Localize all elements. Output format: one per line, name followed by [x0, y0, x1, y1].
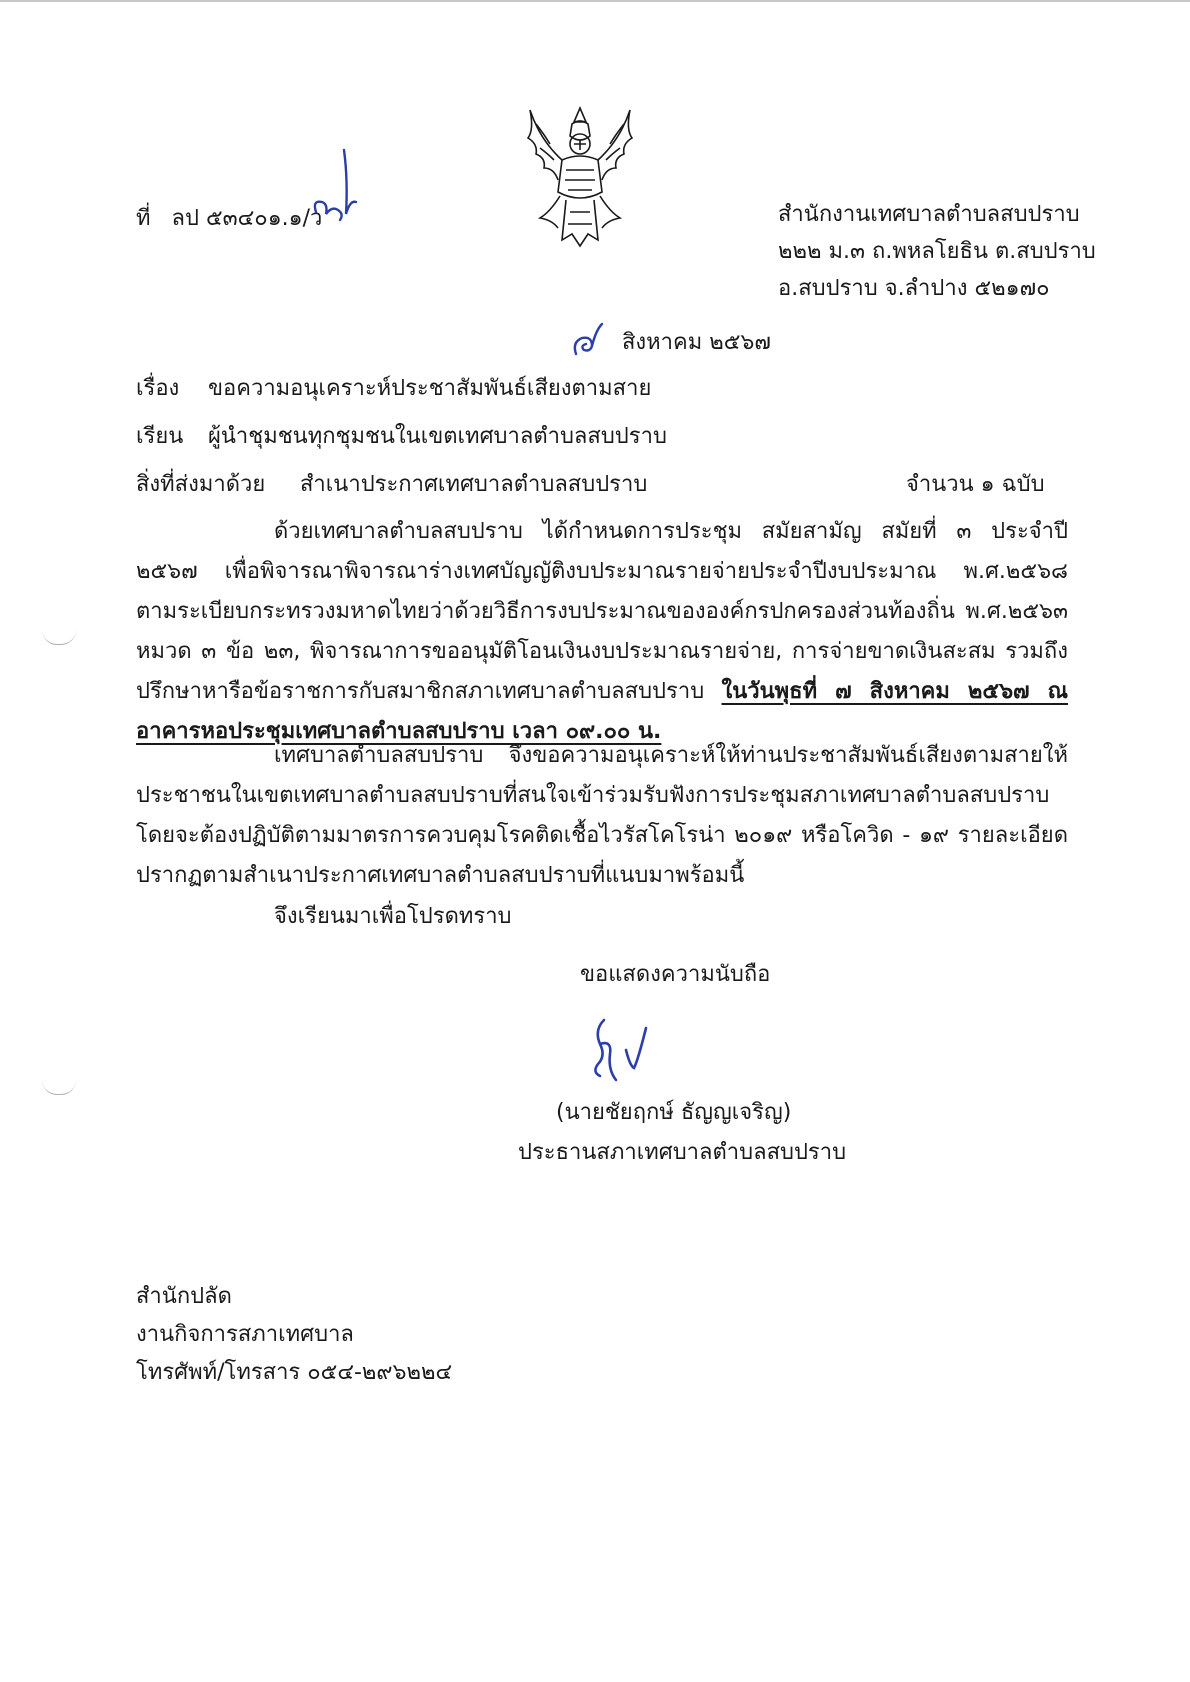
handwritten-day [568, 320, 608, 366]
reference-label: ที่ [136, 206, 151, 231]
meeting-datetime-emphasis: ในวันพุธที่ ๗ สิงหาคม ๒๕๖๗ ณ อาคารหอประชุมเทศบาลตำบลสบปราบ เวลา ๐๙.๐๐ น. [136, 679, 1068, 744]
signatory-name: (นายชัยฤกษ์ ธัญญเจริญ) [556, 1100, 792, 1125]
office-name: สำนักงานเทศบาลตำบลสบปราบ [778, 202, 1080, 227]
handwritten-signature [586, 1010, 676, 1090]
closing-line: จึงเรียนมาเพื่อโปรดทราบ [274, 904, 512, 929]
body-paragraph-2 [136, 736, 1068, 896]
date-month-year: สิงหาคม ๒๕๖๗ [622, 330, 771, 355]
footer-department: สำนักปลัด [136, 1284, 232, 1309]
enclosure-text: สำเนาประกาศเทศบาลตำบลสบปราบ [300, 472, 648, 497]
regards-line: ขอแสดงความนับถือ [580, 962, 771, 987]
subject-label: เรื่อง [136, 376, 180, 401]
paragraph-1-text: ด้วยเทศบาลตำบลสบปราบ ได้กำหนดการประชุม สมัยสามัญ สมัยที่ ๓ ประจำปี ๒๕๖๗ เพื่อพิจารณาพิจารณาร่างเทศบัญญัติงบประมาณรายจ่ายประจำปีงบประมาณ พ.ศ.๒๕๖๘ ตามระเบียบกระทรวงมหาดไทยว่าด้วยวิธีการงบประมาณขององค์กรปกครองส่วนท้องถิ่น พ.ศ.๒๕๖๓ หมวด ๓ ข้อ ๒๓, พิจารณาการขออนุมัติโอนเงินงบประมาณรายจ่าย, การจ่ายขาดเงินสะสม รวมถึงปรึกษาหารือข้อราชการกับสมาชิกสภาเทศบาลตำบลสบปราบ [136, 519, 1068, 704]
subject-text: ขอความอนุเคราะห์ประชาสัมพันธ์เสียงตามสาย [208, 376, 652, 401]
reference-number: ลป ๕๓๔๐๑.๑/ว [171, 206, 323, 231]
recipient-text: ผู้นำชุมชนทุกชุมชนในเขตเทศบาลตำบลสบปราบ [208, 424, 667, 449]
footer-unit: งานกิจการสภาเทศบาล [136, 1322, 354, 1347]
enclosure-label: สิ่งที่ส่งมาด้วย [136, 472, 266, 497]
handwritten-reference-number [310, 140, 360, 230]
signatory-position: ประธานสภาเทศบาลตำบลสบปราบ [518, 1140, 847, 1165]
paragraph-2-text: เทศบาลตำบลสบปราบ จึงขอความอนุเคราะห์ให้ท่านประชาสัมพันธ์เสียงตามสายให้ประชาชนในเขตเทศบาลตำบลสบปราบที่สนใจเข้าร่วมรับฟังการประชุมสภาเทศบาลตำบลสบปราบ โดยจะต้องปฏิบัติตามมาตรการควบคุมโรคติดเชื้อไวรัสโคโรน่า ๒๐๑๙ หรือโควิด - ๑๙ รายละเอียดปรากฏตามสำเนาประกาศเทศบาลตำบลสบปราบที่แนบมาพร้อมนี้ [136, 743, 1068, 888]
reference-line [136, 204, 322, 234]
footer-phone: โทรศัพท์/โทรสาร ๐๕๔-๒๙๖๒๒๔ [136, 1360, 453, 1385]
punch-hole-mark [42, 630, 76, 645]
office-address-line: ๒๒๒ ม.๓ ถ.พหลโยธิน ต.สบปราบ [778, 239, 1096, 264]
top-scan-edge [0, 0, 1190, 2]
office-address-line: อ.สบปราบ จ.ลำปาง ๕๒๑๗๐ [778, 276, 1050, 301]
enclosure-count: จำนวน ๑ ฉบับ [906, 472, 1045, 497]
body-paragraph-1 [136, 512, 1068, 752]
recipient-label: เรียน [136, 424, 184, 449]
garuda-emblem [510, 100, 650, 250]
punch-hole-mark [42, 1080, 76, 1095]
